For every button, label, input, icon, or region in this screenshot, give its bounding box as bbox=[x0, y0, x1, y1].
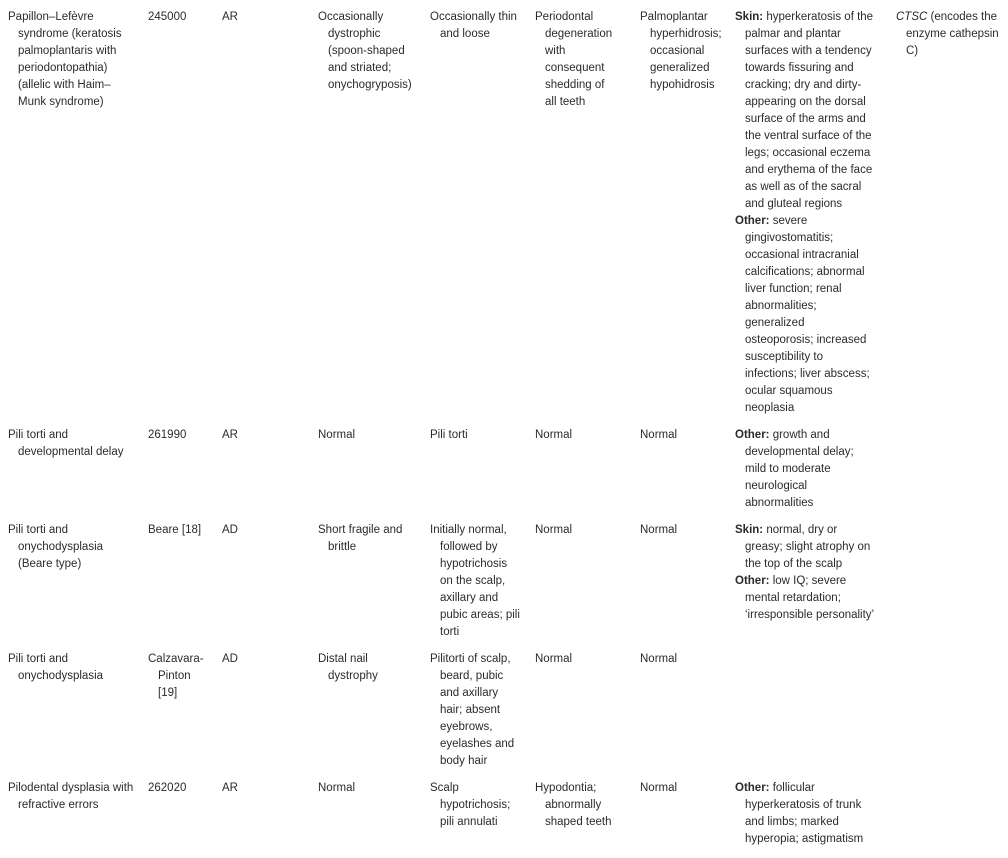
cell-syndrome bbox=[0, 9, 140, 427]
hair-text: Pilitorti of scalp, beard, pubic and axillary hair; absent eyebrows, eyelashes and body hair bbox=[430, 653, 515, 767]
cell-associated-findings bbox=[727, 427, 888, 522]
cell-sweat-glands bbox=[632, 9, 727, 427]
nails-text: Short fragile and brittle bbox=[318, 524, 403, 553]
cell-omim-or-reference bbox=[140, 651, 214, 780]
cell-hair bbox=[422, 651, 527, 780]
teeth-text: Normal bbox=[535, 653, 573, 665]
cell-associated-findings bbox=[727, 522, 888, 651]
cell-teeth bbox=[527, 651, 632, 780]
cell-inheritance bbox=[214, 427, 310, 522]
sweat-glands-text: Normal bbox=[640, 782, 678, 794]
cell-gene bbox=[888, 9, 1008, 427]
inheritance-text: AD bbox=[222, 653, 238, 665]
cell-nails bbox=[310, 780, 422, 858]
cell-nails bbox=[310, 651, 422, 780]
sweat-glands-text: Normal bbox=[640, 524, 678, 536]
cell-inheritance bbox=[214, 9, 310, 427]
syndrome-text: Pili torti and onychodysplasia (Beare type) bbox=[8, 524, 104, 570]
syndrome-table bbox=[0, 9, 1008, 858]
cell-associated-findings bbox=[727, 9, 888, 427]
cell-sweat-glands bbox=[632, 522, 727, 651]
gene-entry: CTSC (encodes the enzyme cathepsin C) bbox=[896, 11, 999, 57]
cell-associated-findings bbox=[727, 651, 888, 780]
cell-syndrome bbox=[0, 651, 140, 780]
hair-text: Scalp hypotrichosis; pili annulati bbox=[430, 782, 511, 828]
inheritance-text: AR bbox=[222, 11, 238, 23]
table-row bbox=[0, 522, 1008, 651]
omim-or-reference-text: 245000 bbox=[148, 11, 187, 23]
cell-gene bbox=[888, 522, 1008, 651]
cell-nails bbox=[310, 9, 422, 427]
cell-gene bbox=[888, 780, 1008, 858]
nails-text: Normal bbox=[318, 782, 356, 794]
nails-text: Normal bbox=[318, 429, 356, 441]
teeth-text: Normal bbox=[535, 429, 573, 441]
teeth-text: Normal bbox=[535, 524, 573, 536]
table-row bbox=[0, 651, 1008, 780]
syndrome-text: Pili torti and developmental delay bbox=[8, 429, 124, 458]
omim-or-reference-text: Beare [18] bbox=[148, 524, 202, 536]
cell-hair bbox=[422, 9, 527, 427]
cell-hair bbox=[422, 780, 527, 858]
cell-inheritance bbox=[214, 651, 310, 780]
teeth-text: Hypodontia; abnormally shaped teeth bbox=[535, 782, 612, 828]
cell-hair bbox=[422, 427, 527, 522]
cell-omim-or-reference bbox=[140, 427, 214, 522]
cell-hair bbox=[422, 522, 527, 651]
cell-nails bbox=[310, 427, 422, 522]
omim-or-reference-text: 261990 bbox=[148, 429, 187, 441]
nails-text: Occasionally dystrophic (spoon-shaped and striated; onychogryposis) bbox=[318, 11, 412, 91]
cell-syndrome bbox=[0, 780, 140, 858]
syndrome-text: Pili torti and onychodysplasia bbox=[8, 653, 104, 682]
sweat-glands-text: Normal bbox=[640, 429, 678, 441]
hair-text: Initially normal, followed by hypotrichosis on the scalp, axillary and pubic areas; pili torti bbox=[430, 524, 520, 638]
cell-inheritance bbox=[214, 522, 310, 651]
omim-or-reference-text: 262020 bbox=[148, 782, 187, 794]
syndrome-text: Pilodental dysplasia with refractive errors bbox=[8, 782, 134, 811]
cell-sweat-glands bbox=[632, 780, 727, 858]
cell-sweat-glands bbox=[632, 651, 727, 780]
cell-teeth bbox=[527, 780, 632, 858]
inheritance-text: AR bbox=[222, 782, 238, 794]
syndrome-text: Papillon–Lefèvre syndrome (keratosis palmoplantaris with periodontopathia) (allelic with Haim–Munk syndrome) bbox=[8, 11, 122, 108]
table-row bbox=[0, 427, 1008, 522]
inheritance-text: AD bbox=[222, 524, 238, 536]
cell-gene bbox=[888, 427, 1008, 522]
cell-teeth bbox=[527, 9, 632, 427]
finding-block: Skin: normal, dry or greasy; slight atrophy on the top of the scalp bbox=[735, 524, 871, 570]
cell-syndrome bbox=[0, 427, 140, 522]
inheritance-text: AR bbox=[222, 429, 238, 441]
cell-teeth bbox=[527, 427, 632, 522]
cell-omim-or-reference bbox=[140, 780, 214, 858]
cell-gene bbox=[888, 651, 1008, 780]
cell-inheritance bbox=[214, 780, 310, 858]
cell-omim-or-reference bbox=[140, 9, 214, 427]
cell-sweat-glands bbox=[632, 427, 727, 522]
sweat-glands-text: Palmoplantar hyperhidrosis; occasional generalized hypohidrosis bbox=[640, 11, 722, 91]
cell-teeth bbox=[527, 522, 632, 651]
syndrome-table-body bbox=[0, 9, 1008, 858]
nails-text: Distal nail dystrophy bbox=[318, 653, 378, 682]
finding-block: Other: severe gingivostomatitis; occasional intracranial calcifications; abnormal liver function; renal abnormalities; generalized osteoporosis; increased susceptibility to infections; liver abscess; ocular squamous neoplasia bbox=[735, 215, 870, 414]
cell-nails bbox=[310, 522, 422, 651]
page bbox=[0, 9, 1008, 845]
cell-syndrome bbox=[0, 522, 140, 651]
finding-block: Other: growth and developmental delay; mild to moderate neurological abnormalities bbox=[735, 429, 854, 509]
table-row bbox=[0, 9, 1008, 427]
omim-or-reference-text: Calzavara-Pinton [19] bbox=[148, 653, 204, 699]
cell-associated-findings bbox=[727, 780, 888, 858]
finding-block: Other: follicular hyperkeratosis of trunk and limbs; marked hyperopia; astigmatism bbox=[735, 782, 864, 845]
teeth-text: Periodontal degeneration with consequent shedding of all teeth bbox=[535, 11, 613, 108]
table-row bbox=[0, 780, 1008, 858]
hair-text: Pili torti bbox=[430, 429, 468, 441]
cell-omim-or-reference bbox=[140, 522, 214, 651]
finding-block: Skin: hyperkeratosis of the palmar and plantar surfaces with a tendency towards fissuring and cracking; dry and dirty-appearing on the dorsal surface of the arms and the ventral surface of the legs; occasional eczema and erythema of the face as well as of the sacral and gluteal regions bbox=[735, 11, 874, 210]
finding-block: Other: low IQ; severe mental retardation; ‘irresponsible personality’ bbox=[735, 575, 875, 621]
sweat-glands-text: Normal bbox=[640, 653, 678, 665]
hair-text: Occasionally thin and loose bbox=[430, 11, 517, 40]
